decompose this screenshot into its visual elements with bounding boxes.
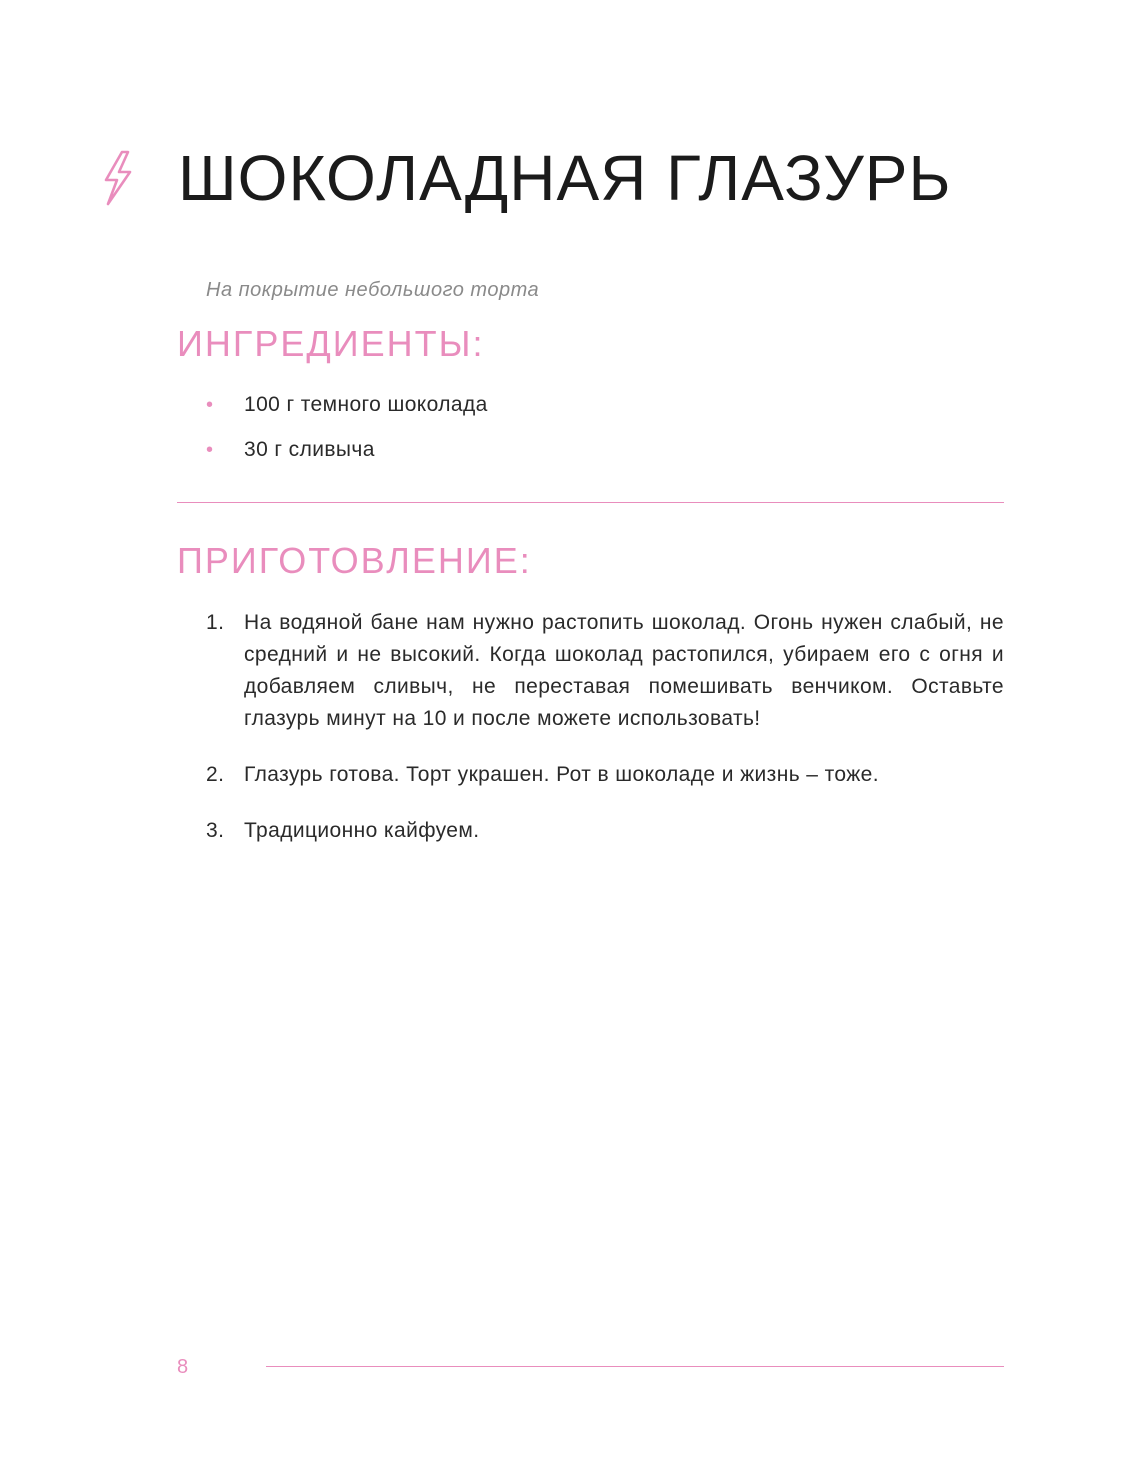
recipe-yield: На покрытие небольшого торта bbox=[206, 279, 540, 301]
ingredients-heading: ИНГРЕДИЕНТЫ: bbox=[177, 323, 485, 364]
list-item bbox=[206, 436, 488, 481]
step-item bbox=[206, 607, 1004, 735]
step-number: 1. bbox=[206, 611, 225, 634]
bullet-icon: • bbox=[206, 439, 214, 461]
step-text: На водяной бане нам нужно растопить шоколад. Огонь нужен слабый, не средний и не высокий. Когда шоколад растопился, убираем его с огня и добавляем сливыч, не переставая помешивать венчиком. Оставьте глазурь минут на 10 и после можете использовать! bbox=[244, 611, 1004, 730]
step-item bbox=[206, 759, 1004, 791]
page-title: ШОКОЛАДНАЯ ГЛАЗУРЬ bbox=[178, 142, 952, 214]
ingredients-list bbox=[206, 391, 488, 481]
ingredient-text: 100 г темного шоколада bbox=[244, 393, 488, 416]
preparation-heading: ПРИГОТОВЛЕНИЕ: bbox=[177, 540, 532, 581]
step-text: Традиционно кайфуем. bbox=[244, 819, 480, 842]
list-item bbox=[206, 391, 488, 436]
preparation-steps bbox=[206, 607, 1004, 847]
recipe-header bbox=[100, 138, 951, 218]
bullet-icon: • bbox=[206, 394, 214, 416]
section-divider bbox=[177, 502, 1004, 503]
step-number: 3. bbox=[206, 819, 225, 842]
step-number: 2. bbox=[206, 763, 225, 786]
step-text: Глазурь готова. Торт украшен. Рот в шоколаде и жизнь – тоже. bbox=[244, 763, 879, 786]
page-number: 8 bbox=[177, 1356, 189, 1378]
footer-divider bbox=[266, 1366, 1004, 1367]
step-item bbox=[206, 815, 1004, 847]
lightning-bolt-icon bbox=[100, 150, 136, 206]
ingredient-text: 30 г сливыча bbox=[244, 438, 375, 461]
